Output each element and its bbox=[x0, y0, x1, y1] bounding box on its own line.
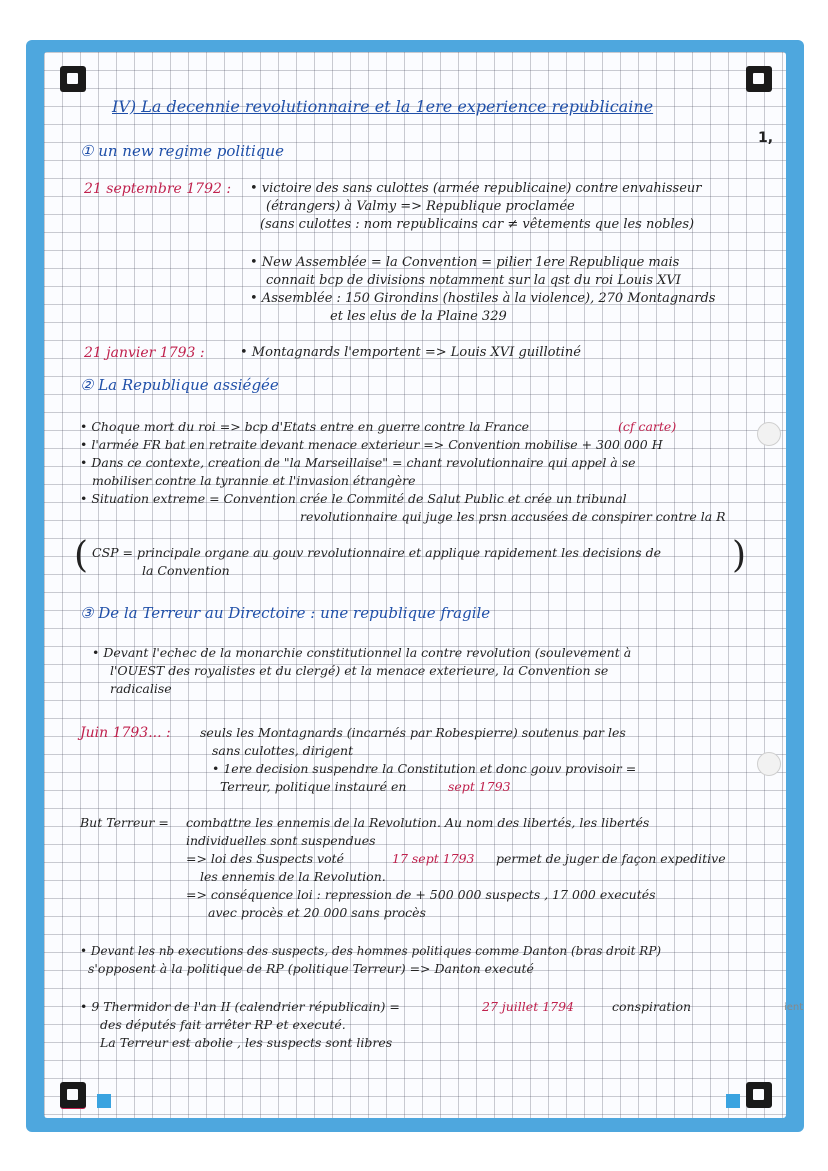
s1-line-8: • Montagnards l'emportent => Louis XVI guillotiné bbox=[240, 345, 581, 360]
s3-line-7: Terreur, politique instauré en bbox=[220, 779, 407, 794]
s3-line-12: => conséquence loi : repression de + 500 000 suspects , 17 000 executés bbox=[186, 887, 656, 902]
s1-line-6: • Assemblée : 150 Girondins (hostiles à la violence), 270 Montagnards bbox=[250, 291, 716, 306]
s2-line-6: revolutionnaire qui juge les prsn accusées de conspirer contre la R bbox=[300, 509, 726, 524]
but-terreur-label: But Terreur = bbox=[80, 815, 169, 830]
section-1-heading: ① un new regime politique bbox=[80, 142, 284, 160]
s3-line-18: La Terreur est abolie , les suspects sont libres bbox=[100, 1035, 393, 1050]
punch-hole-top bbox=[757, 422, 781, 446]
page-title: IV) La decennie revolutionnaire et la 1ere experience republicaine bbox=[112, 97, 654, 116]
s3-line-4: seuls les Montagnards (incarnés par Robespierre) soutenus par les bbox=[200, 725, 626, 740]
date-june-1793: Juin 1793... : bbox=[80, 725, 171, 741]
s1-line-1: • victoire des sans culottes (armée republicaine) contre envahisseur bbox=[250, 181, 702, 196]
corner-marker-bottom-right bbox=[746, 1082, 772, 1108]
corner-marker-top-left bbox=[60, 66, 86, 92]
csp-line-2: la Convention bbox=[142, 563, 230, 578]
s1-line-7: et les elus de la Plaine 329 bbox=[330, 309, 507, 324]
date-sept-1793: sept 1793 bbox=[448, 779, 511, 794]
punch-hole-bottom bbox=[757, 752, 781, 776]
s3-line-16b: conspiration bbox=[612, 999, 692, 1014]
csp-line-1: CSP = principale organe au gouv revolutionnaire et applique rapidement les decisions de bbox=[92, 545, 662, 560]
s2-line-4: mobiliser contre la tyrannie et l'invasion étrangère bbox=[92, 473, 416, 488]
bracket-left: ( bbox=[74, 535, 89, 576]
section-3-heading: ③ De la Terreur au Directoire : une republique fragile bbox=[80, 604, 491, 622]
blue-square-marker-right bbox=[726, 1094, 740, 1108]
s2-line-3: • Dans ce contexte, creation de "la Marseillaise" = chant revolutionnaire qui appel à se bbox=[80, 455, 636, 470]
s3-line-2: l'OUEST des royalistes et du clergé) et la menace exterieure, la Convention se bbox=[110, 663, 609, 678]
s1-line-3: (sans culottes : nom republicains car ≠ vêtements que les nobles) bbox=[260, 217, 695, 232]
s3-line-17: des députés fait arrêter RP et executé. bbox=[100, 1017, 346, 1032]
s3-line-10a: => loi des Suspects voté bbox=[186, 851, 345, 866]
s1-line-2: (étrangers) à Valmy => Republique proclamée bbox=[266, 199, 575, 214]
s3-line-5: sans culottes, dirigent bbox=[212, 743, 354, 758]
corner-marker-bottom-left bbox=[60, 1082, 86, 1109]
s2-line-1-note: (cf carte) bbox=[618, 419, 677, 434]
s3-line-10b: permet de juger de façon expeditive bbox=[496, 851, 726, 866]
date-27-juillet-1794: 27 juillet 1794 bbox=[482, 999, 575, 1014]
s1-line-4: • New Assemblée = la Convention = pilier 1ere Republique mais bbox=[250, 255, 680, 270]
s3-line-15: s'opposent à la politique de RP (politique Terreur) => Danton executé bbox=[88, 961, 534, 976]
corner-marker-top-right bbox=[746, 66, 772, 92]
s3-line-9: individuelles sont suspendues bbox=[186, 833, 376, 848]
s3-line-13: avec procès et 20 000 sans procès bbox=[208, 905, 426, 920]
s3-line-3: radicalise bbox=[110, 681, 172, 696]
s2-line-5: • Situation extreme = Convention crée le Commité de Salut Public et crée un tribunal bbox=[80, 491, 627, 506]
side-text: ient bbox=[784, 1002, 804, 1013]
date-17-sept-1793: 17 sept 1793 bbox=[392, 851, 475, 866]
s3-line-14: • Devant les nb executions des suspects, des hommes politiques comme Danton (bras droit RP) bbox=[80, 944, 662, 958]
s3-line-11: les ennemis de la Revolution. bbox=[200, 869, 386, 884]
s3-line-6: • 1ere decision suspendre la Constitution et donc gouv provisoir = bbox=[212, 761, 637, 776]
blue-square-marker-left bbox=[97, 1094, 111, 1108]
page-mark: 1, bbox=[758, 130, 774, 146]
section-2-heading: ② La Republique assiégée bbox=[80, 376, 279, 394]
s3-line-8: combattre les ennemis de la Revolution. Au nom des libertés, les libertés bbox=[186, 815, 650, 830]
s2-line-2: • l'armée FR bat en retraite devant menace exterieur => Convention mobilise + 300 000 H bbox=[80, 437, 663, 452]
s3-line-16a: • 9 Thermidor de l'an II (calendrier républicain) = bbox=[80, 999, 400, 1014]
date-sept-1792: 21 septembre 1792 : bbox=[84, 181, 232, 197]
bracket-right: ) bbox=[732, 535, 747, 576]
date-jan-1793: 21 janvier 1793 : bbox=[84, 345, 205, 361]
s2-line-1: • Choque mort du roi => bcp d'Etats entre en guerre contre la France bbox=[80, 419, 530, 434]
s3-line-1: • Devant l'echec de la monarchie constitutionnel la contre revolution (soulevement à bbox=[92, 645, 632, 660]
s1-line-5: connait bcp de divisions notamment sur la qst du roi Louis XVI bbox=[266, 273, 681, 288]
